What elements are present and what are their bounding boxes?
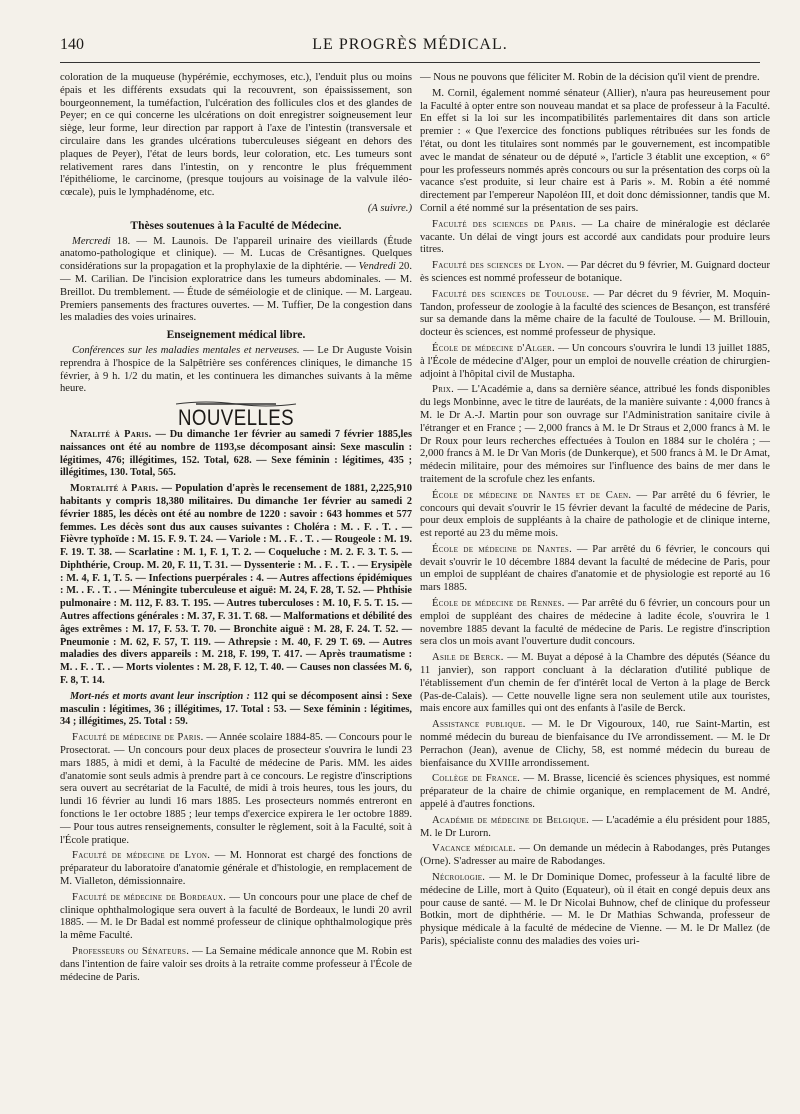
right-lead: École de médecine de Nantes et de Caen. (432, 489, 632, 501)
announcement-bordeaux-text: — Un concours pour une place de chef de clinique ophthalmologique sera ouvert à la faculté de Bordeaux, le lundi 20 avril 1885. — M. le Dr Badal est nommé professeur de clinique ophthalmologique près la même Faculté. (60, 891, 413, 942)
natalite-lead: Natalité à Paris. (70, 428, 152, 440)
right-paragraph (420, 872, 770, 949)
right-text: — Par arrêté du 6 février, le concours qui devait s'ouvrir le 10 décembre 1884 devant la faculté de médecine de Paris, pour un emploi de suppléant de chaires d'anatomie et de physiologie est reporté au 16 mars 1885. (420, 543, 770, 594)
right-paragraph (420, 652, 770, 716)
journal-title: LE PROGRÈS MÉDICAL. (312, 36, 508, 53)
right-text: — L'académie a élu président pour 1885, M. le Dr Lurorn. (420, 814, 770, 839)
right-text: — Par arrêté du 6 février, le concours qui devait s'ouvrir le 15 février devant la faculté de médecine de Paris, pour deux emplois de suppléants à la chaire de pathologie et de clinique interne, est reporté au 23 du même mois. (420, 489, 770, 540)
right-lead: École de médecine d'Alger. (432, 342, 555, 354)
announcement-bordeaux (60, 892, 412, 943)
libre-text: — Le Dr Auguste Voisin reprendra à l'hospice de la Salpêtrière ses conférences cliniques, le dimanche 15 février, à 9 h. 1/2 du matin, et les continuera les dimanches suivants à la même heure. (60, 344, 412, 395)
right-paragraph (420, 598, 770, 649)
right-lead: Collège de France. (432, 773, 521, 785)
right-text: M. Cornil, également nommé sénateur (Allier), n'aura pas heureusement pour la Faculté à opter entre son nouveau mandat et sa place de professeur à la Faculté. En effet si la loi sur les incompatibilités parlementaires dit dans son article premier : « Que l'exercice des fonctions publiques rétribuées sur les fonds de l'état, ou dont les titulaires sont nommés par le gouvernement, est incompatible avec le mandat de sénateur ou de député », l'article 3 établit une exception, « 6° pour les professeurs nommés après concours ou sur la présentation des corps où la vacance s'est produite, si leur chaire est à Paris ». M. Robin a été nommé directement par l'empereur Napoléon III, et doit donc démissionner, tandis que M. Cornil a été nommé sur la présentation de ses pairs. (420, 87, 770, 214)
right-paragraph (420, 343, 770, 381)
right-lead: Prix. (432, 384, 455, 396)
mortnes-text: 112 qui se décomposent ainsi : Sexe masculin : légitimes, 36 ; illégitimes, 17. Total : 53. — Sexe féminin : légitimes, 34 ; illégitimes, 25. Total : 59. (60, 690, 413, 728)
right-paragraph (420, 384, 770, 486)
left-column (60, 72, 412, 987)
right-text: — La chaire de minéralogie est déclarée vacante. Un délai de vingt jours est accordé aux candidats pour produire leurs titres. (420, 218, 770, 256)
right-text: — Un concours s'ouvrira le lundi 13 juillet 1885, à l'École de médecine d'Alger, pour un emploi de nouvelle création de chirurgien-adjoint à l'hôpital civil de Mustapha. (420, 342, 771, 380)
announcement-paris (60, 732, 412, 847)
mortnes-lead: Mort-nés et morts avant leur inscription : (70, 690, 250, 702)
right-paragraph (420, 544, 770, 595)
right-lead: École de médecine de Rennes. (432, 598, 565, 610)
theses-day-1: Mercredi (72, 235, 111, 247)
natalite-paragraph (60, 429, 412, 480)
right-paragraph (420, 88, 770, 216)
right-lead: Faculté des sciences de Paris. (432, 218, 577, 230)
right-text: — M. Buyat a déposé à la Chambre des députés (Séance du 11 janvier), son rapport concluant à la déclaration d'utilité publique de l'établissement d'un chemin de fer d'intérêt local de Verton à la plage de Berck (Pas-de-Calais). — Cette nouvelle ligne sera non seulement utile aux touristes, mais encore aux familles qui ont des enfants à l'asile de Berck. (420, 652, 770, 715)
announcement-lyon-lead: Faculté de médecine de Lyon. (72, 850, 211, 862)
announcement-senateurs-lead: Professeurs ou Sénateurs. (72, 946, 190, 957)
right-column (420, 72, 770, 952)
right-lead: Vacance médicale. (432, 843, 516, 855)
mortalite-paragraph (60, 483, 412, 688)
theses-text-1: 18. — M. Launois. De l'appareil urinaire des vieillards (Étude anatomo-pathologique et clinique). — M. Lucas de Crêsantignes. Quelques considérations sur la propagation et la prophylaxie de la diphtérie. — (60, 235, 412, 273)
page-number: 140 (60, 36, 84, 53)
libre-paragraph (60, 345, 412, 396)
right-paragraph (420, 843, 770, 869)
right-lead: Faculté des sciences de Lyon. (432, 260, 565, 272)
announcement-bordeaux-lead: Faculté de médecine de Bordeaux. (72, 891, 227, 903)
mortnes-paragraph (60, 691, 412, 729)
announcement-paris-text: — Année scolaire 1884-85. — Concours pour le Prosectorat. — Un concours pour deux places de prosecteur s'ouvrira le lundi 23 mars 1885, à midi et demi, à la Faculté de médecine de Paris. MM. les aides d'anatomie sont seuls admis à prendre part à ce concours. Le registre d'inscriptions sera ouvert au secrétariat de la Faculté, de midi à trois heures, tous les jours, du lundi 16 février au lundi 16 mars 1885. Les prosecteurs nommés entreront en fonctions le 1er octobre 1885 ; leur temps d'exercice expirera le 1er octobre 1889. — Pour tous autres renseignements, consulter le règlement, soit à la Faculté, soit à l'École pratique. (60, 732, 412, 846)
right-text: — On demande un médecin à Rabodanges, près Putanges (Orne). S'adresser au maire de Rabodanges. (420, 843, 770, 868)
right-lead: Assistance publique. (432, 719, 526, 731)
theses-heading: Thèses soutenues à la Faculté de Médecine. (130, 219, 342, 232)
right-paragraph (420, 289, 770, 340)
right-lead: — Nous ne pouvons que féliciter M. Robin de la décision qu'il vient de prendre. (420, 72, 760, 83)
right-paragraph (420, 260, 770, 286)
libre-heading: Enseignement médical libre. (166, 329, 306, 342)
announcement-senateurs (60, 946, 412, 984)
right-paragraph (420, 219, 770, 257)
right-paragraph (420, 490, 770, 541)
right-paragraph (420, 773, 770, 811)
right-paragraph (420, 815, 770, 841)
right-text: — L'Académie a, dans sa dernière séance, attribué les fonds disponibles du legs Monbinne, avec le titre de lauréats, de la manière suivante : 4,000 francs à M. le Dr A.-J. Martin pour son ouvrage sur l'Administration sanitaire civile à l'étranger et en France ; — 2,000 francs à M. le Dr Straus et 2,000 francs à M. le Dr Roux pour leurs recherches effectuées à Toulon en 1884 sur le choléra ; — 2,000 francs à M. le Dr Van Moris (de Dunkerque), et 500 francs à M. le Dr Amat, médecin militaire, pour des mémoires sur l'influence des bains de mer dans le traitement de la scrofule chez les enfants. (420, 384, 770, 485)
right-lead: Nécrologie. (432, 872, 486, 884)
mortalite-text: — Population d'après le recensement de 1881, 2,225,910 habitants y compris 18,380 militaires. Du dimanche 1er février au samedi 2 février 1885, les décès ont été au nombre de 1220 : savoir : 643 hommes et 577 femmes. Les décès sont dus aux causes suivantes : Choléra : M. . F. . T. . — Fièvre typhoïde : M. 15. F. 9. T. 24. — Variole : M. . F. . T. . — Rougeole : M. 19. F. 19. T. 38. — Scarlatine : M. 1, F. 1, T. 2. — Coqueluche : M. 2. F. 3. T. 5. — Diphthérie, Croup. M. 20, F. 11, T. 31. — Dyssenterie : M. . F. . T. . — Erysipèle : M. 4, F. 1, T. 5. — Infections puerpérales : 4. — Autres affections épidémiques : M. . F. . T. . — Méningite tuberculeuse et aiguë: M. 24, F. 28, T. 52. — Phthisie pulmonaire : M. 112, F. 83. T. 195. — Autres tuberculoses : M. 10, F. 5. T. 15. — Autres affections générales : M. 37, F. 31. T. 68. — Malformations et débilité des âges extrêmes : M. 17, F. 53. T. 70. — Bronchite aiguë : M. 28, F. 24. T. 52. — Pneumonie : M. 62, F. 57, T. 119. — Athrepsie : M. 40, F. 29 T. 69. — Autres maladies des divers appareils : M. 218, F. 199, T. 417. — Après traumatisme : M. . F. . T. . — Morts violentes : M. 28, F. 12, T. 40. — Causes non classées M. 6, F. 8, T. 14. (60, 483, 412, 687)
theses-paragraph (60, 236, 412, 326)
statistics-block (60, 429, 412, 729)
intro-paragraph: coloration de la muqueuse (hypérémie, ecchymoses, etc.), l'enduit plus ou moins épais et les différents exsudats qui la recouvrent, son épaississement, son bourgeonnement, la tuméfaction, l'ulcération des follicules clos et des glandes de Peyer; en ce qui concerne les ulcérations on doit enregistrer soigneusement leur siège, leur forme, leur direction par rapport à l'axe de l'intestin (transversale et circulaire dans les grandes ulcérations tuberculeuses siégeant en dehors des plaques de Peyer), l'état de leurs bords, leur coloration, etc. Les tumeurs sont relativement rares dans l'intestin, on y rencontre le plus fréquemment l'épithéliome, le carcinome, (presque toujours au voisinage de la valvule iléo-cœcale), puis le lymphadénome, etc. (60, 72, 412, 199)
right-text: — Par décret du 9 février, M. Moquin-Tandon, professeur de zoologie à la faculté des sciences de Besançon, est transféré sur sa demande dans la même chaire de la faculté de Toulouse. — M. Brillouin, docteur ès sciences, est nommé professeur de physique. (420, 288, 771, 339)
right-lead: Faculté des sciences de Toulouse. (432, 288, 590, 300)
header-rule (60, 62, 760, 63)
right-lead: Asile de Berck. (432, 652, 504, 664)
nouvelles-heading: NOUVELLES (177, 405, 295, 431)
right-paragraph (420, 719, 770, 770)
right-lead: Académie de médecine de Belgique. (432, 814, 590, 826)
libre-lead: Conférences sur les maladies mentales et nerveuses. (72, 344, 300, 356)
right-lead: École de médecine de Nantes. (432, 543, 573, 555)
right-text: — M. le Dr Dominique Domec, professeur à la faculté libre de médecine de Lille, mort à Quito (Equateur), où il était en congé depuis deux ans pour cause de santé. — M. le Dr Nicolai Buhnow, chef de clinique du professeur Botkin, mort de diphthérie. — M. le Dr Mathias Schwanda, professeur de physique médicale à la faculté de médecine de Vienne. — M. le Dr Mallez (de Paris), spécialiste connu des maladies des voies uri- (420, 872, 770, 947)
announcement-lyon-text: — M. Honnorat est chargé des fonctions de préparateur du laboratoire d'anatomie générale et d'histologie, en remplacement de M. Vialleton, démissionnaire. (60, 850, 412, 888)
theses-day-2: Vendredi (358, 261, 396, 273)
theses-text-2: 20. — M. Carilian. De l'incision exploratrice dans les tumeurs abdominales. — M. Breillot. Du tremblement. — Étude de séméiologie et de clinique. — M. Largeau. Premiers pansements des fractures ouvertes. — M. Tuffier, De la congestion dans les maladies des voies urinaires. (60, 261, 413, 324)
mortalite-lead: Mortalité à Paris. (70, 483, 159, 495)
running-head (60, 36, 760, 58)
announcement-senateurs-text: — La Semaine médicale annonce que M. Robin est dans l'intention de faire valoir ses droits à la retraite comme professeur à l'École de médecine de Paris. (60, 946, 412, 983)
right-text: — M. Brasse, licencié ès sciences physiques, est nommé préparateur de la chaire de chimie organique, en remplacement de M. André, appelé à d'autres fonctions. (420, 773, 770, 811)
right-text: — Par décret du 9 février, M. Guignard docteur ès sciences est nommé professeur de botanique. (420, 260, 770, 284)
announcement-lyon (60, 850, 412, 888)
right-paragraph (420, 72, 770, 85)
announcement-paris-lead: Faculté de médecine de Paris. (72, 732, 204, 744)
right-text: — M. le Dr Vigouroux, 140, rue Saint-Martin, est nommé médecin du bureau de bienfaisance du IVe arrondissement. — M. le Dr Perrachon (Jean), avenue de Clichy, 58, est nommé médecin du bureau de bienfaisance du XVIIIe arrondissement. (420, 719, 771, 769)
a-suivre-note: (A suivre.) (367, 202, 412, 214)
right-text: — Par arrêté du 6 février, un concours pour un emploi de suppléant des chaires de médecine à ladite école, s'ouvrira le 1 novembre 1885 devant la faculté de médecine de Paris. Le registre d'inscription sera clos un mois avant l'ouverture dudit concours. (420, 598, 770, 648)
natalite-text: — Du dimanche 1er février au samedi 7 février 1885,les naissances ont été au nombre de 1193,se décomposant ainsi: Sexe masculin : légitimes, 476; illégitimes, 152. Total, 628. — Sexe féminin : légitimes, 435 ; illégitimes, 130. Total, 565. (60, 428, 412, 479)
